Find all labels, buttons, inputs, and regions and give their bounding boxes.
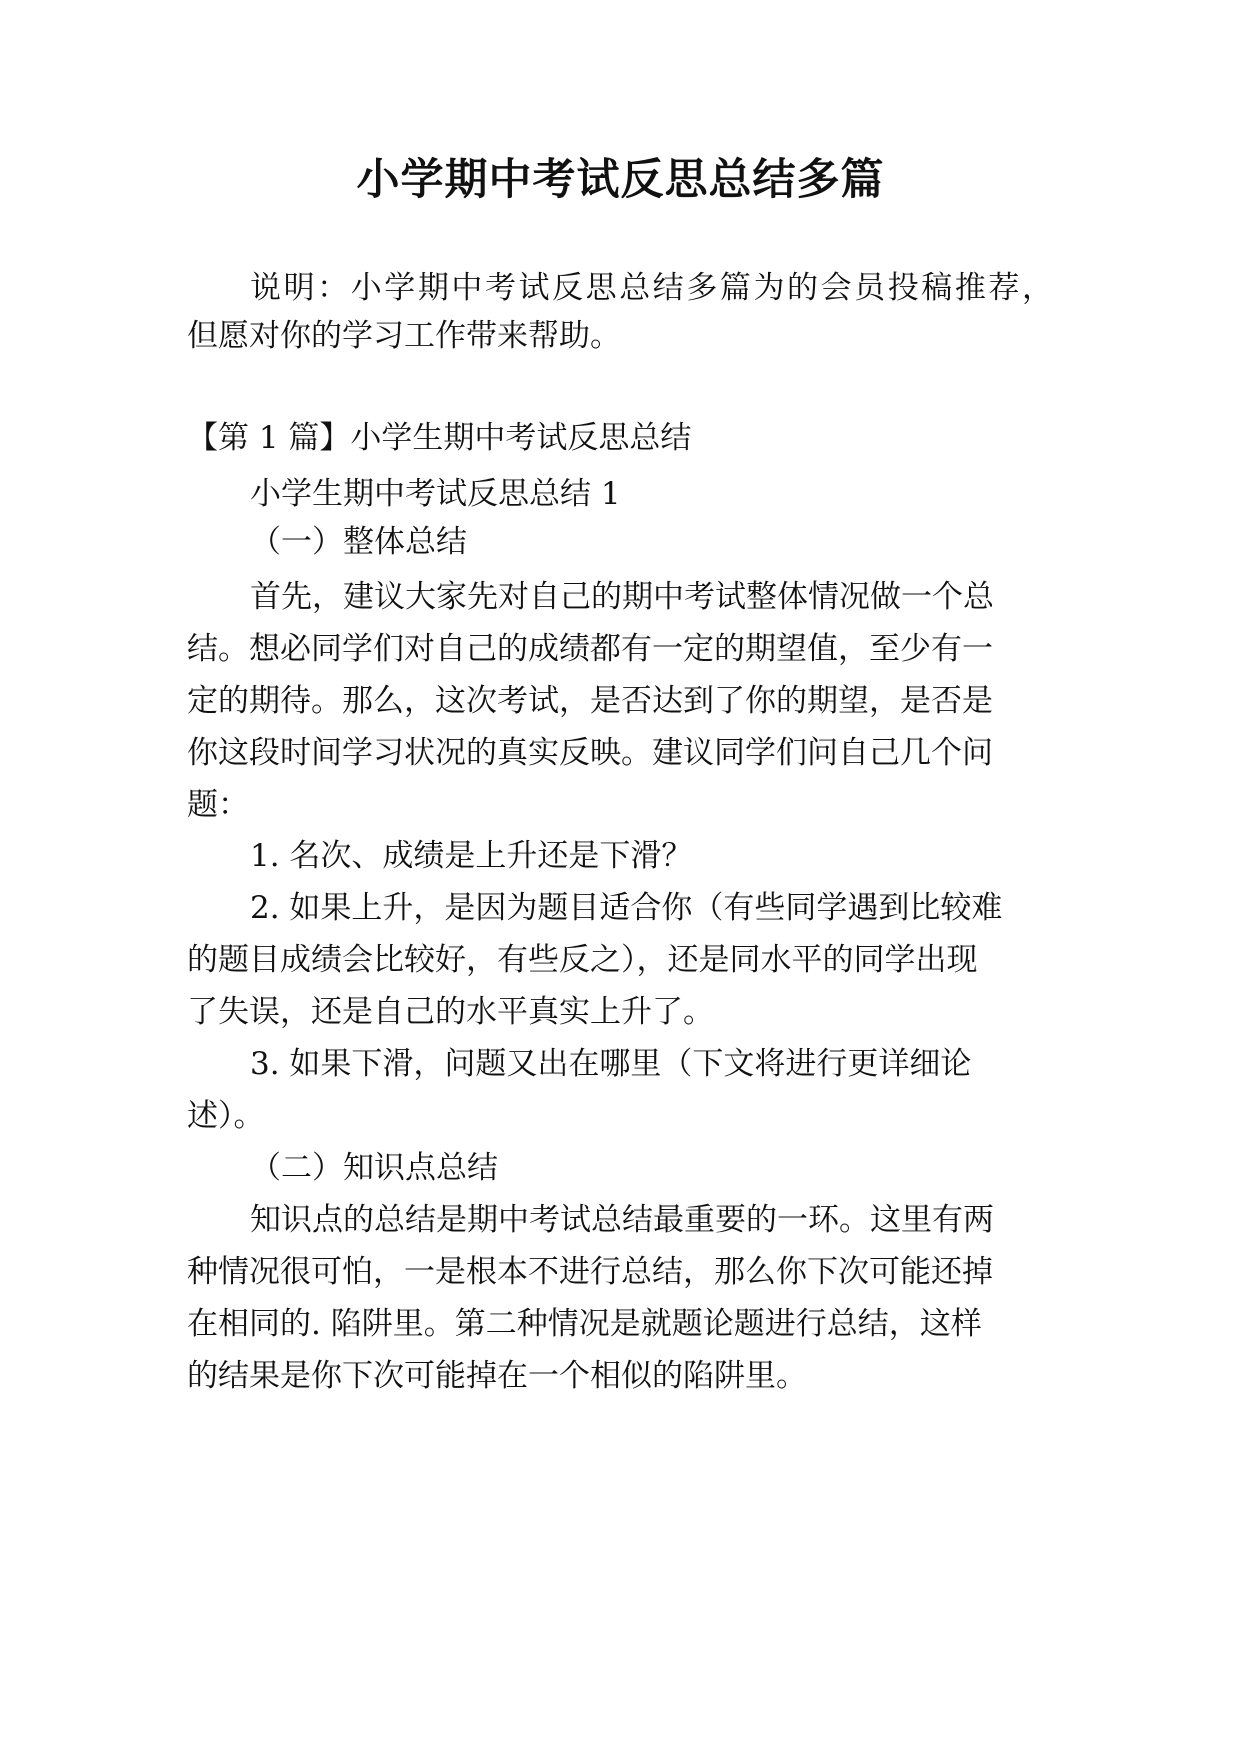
article-heading: 【第 1 篇】小学生期中考试反思总结: [187, 420, 692, 456]
section-1-paragraph-line: 结。想必同学们对自己的成绩都有一定的期望值，至少有一: [187, 631, 993, 667]
list-item-continuation: 了失误，还是自己的水平真实上升了。: [187, 994, 714, 1030]
section-2-heading: （二）知识点总结: [250, 1150, 498, 1186]
section-1-paragraph-line: 定的期待。那么，这次考试，是否达到了你的期望，是否是: [187, 683, 993, 719]
section-1-paragraph-line: 你这段时间学习状况的真实反映。建议同学们问自己几个问: [187, 735, 993, 771]
intro-line-2: 但愿对你的学习工作带来帮助。: [187, 318, 621, 354]
list-item: 2. 如果上升，是因为题目适合你（有些同学遇到比较难: [250, 890, 1003, 926]
list-item-continuation: 述）。: [187, 1098, 265, 1134]
section-2-paragraph-line: 在相同的. 陷阱里。第二种情况是就题论题进行总结，这样: [187, 1306, 982, 1342]
document-title: 小学期中考试反思总结多篇: [356, 155, 885, 205]
list-item: 1. 名次、成绩是上升还是下滑？: [250, 838, 693, 874]
section-1-paragraph-line: 题：: [187, 787, 249, 823]
section-2-paragraph-line: 种情况很可怕，一是根本不进行总结，那么你下次可能还掉: [187, 1254, 993, 1290]
article-subheading: 小学生期中考试反思总结 1: [250, 476, 621, 512]
list-item: 3. 如果下滑，问题又出在哪里（下文将进行更详细论: [250, 1046, 972, 1082]
intro-line-1: 说明：小学期中考试反思总结多篇为的会员投稿推荐，: [250, 270, 1053, 306]
list-item-continuation: 的题目成绩会比较好，有些反之），还是同水平的同学出现: [187, 942, 978, 978]
section-2-paragraph-line: 知识点的总结是期中考试总结最重要的一环。这里有两: [250, 1202, 994, 1238]
section-2-paragraph-line: 的结果是你下次可能掉在一个相似的陷阱里。: [187, 1358, 807, 1394]
section-1-heading: （一）整体总结: [250, 524, 467, 560]
section-1-paragraph-line: 首先，建议大家先对自己的期中考试整体情况做一个总: [250, 579, 994, 615]
